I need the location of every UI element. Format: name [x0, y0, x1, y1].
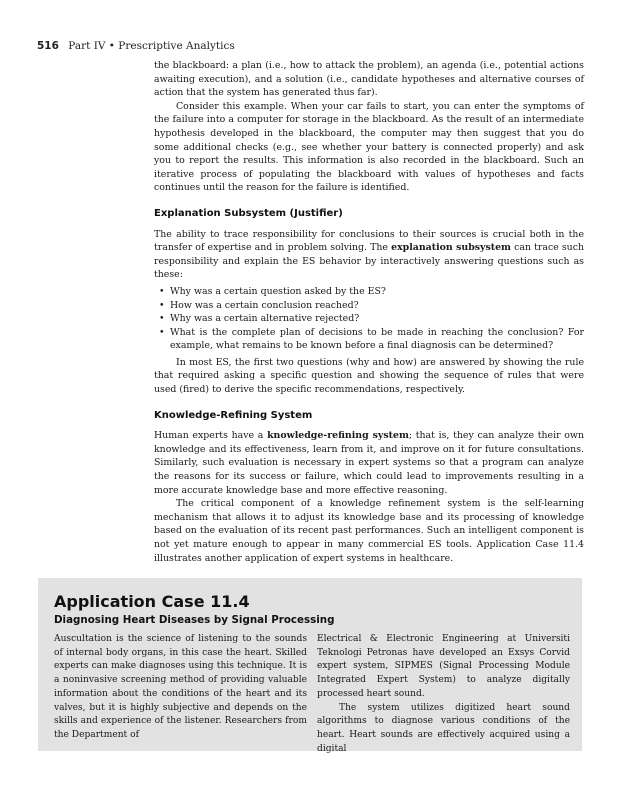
case-left-column — [54, 633, 307, 743]
text-run: ; that is, they can analyze their own knowledge and its effectiveness, learn from it, and improve on it for future consultations. Similarly, such evaluation is necessary in expert systems so that a program can analyze the reasons for its success or failure, which could lead to improvements resulting in a more accurate knowledge base and more effective reasoning. — [154, 430, 584, 496]
list-item: • How was a certain conclusion reached? — [170, 299, 584, 313]
page-number: 516 — [37, 40, 59, 52]
case-subtitle: Diagnosing Heart Diseases by Signal Processing — [54, 614, 335, 626]
list-item: • Why was a certain question asked by the ES? — [170, 285, 584, 299]
text-run: can trace such responsibility and explain the ES behavior by interactively answering questions such as these: — [154, 242, 585, 281]
main-text — [154, 59, 584, 565]
list-item: • What is the complete plan of decisions to be made in reaching the conclusion? For example, what remains to be known before a final diagnosis can be determined? — [170, 326, 584, 353]
application-case-box — [38, 578, 582, 754]
bold-term: knowledge-refining system — [267, 430, 409, 442]
case-right-column — [317, 633, 570, 756]
bold-term: explanation subsystem — [391, 242, 511, 254]
text-run: Human experts have a — [154, 430, 268, 442]
paragraph: The critical component of a knowledge refinement system is the self-learning mechanism that allows it to adjust its knowledge base and its processing of knowledge based on the evaluation of its recent past performances. Such an intelligent component is not yet mature enough to appear in many commercial ES tools. Application Case 11.4 illustrates another application of expert systems in healthcare. — [154, 498, 584, 564]
paragraph — [154, 228, 584, 282]
paragraph: Consider this example. When your car fails to start, you can enter the symptoms of the failure into a computer for storage in the blackboard. As the result of an intermediate hypothesis developed in the blackboard, the computer may then suggest that you do some additional checks (e.g., see whether your battery is connected properly) and ask you to report the results. This information is also recorded in the blackboard. Such an iterative process of populating the blackboard with values of hypotheses and facts continues until the reason for the failure is identified. — [154, 100, 584, 194]
running-header — [37, 40, 235, 52]
text-run: The ability to trace responsibility for conclusions to their sources is crucial both in the transfer of expertise and in problem solving. The — [154, 228, 584, 254]
paragraph: the blackboard: a plan (i.e., how to attack the problem), an agenda (i.e., potential actions awaiting execution), and a solution (i.e., candidate hypotheses and alternative courses of action that the system has generated thus far). — [154, 60, 584, 99]
paragraph: Auscultation is the science of listening to the sounds of internal body organs, in this case the heart. Skilled experts can make diagnoses using this technique. It is a noninvasive screening method of providing valuable information about the conditions of the heart and its valves, but it is highly subjective and depends on the skills and experience of the listener. Researchers from the Department of — [54, 634, 307, 740]
running-title: Part IV • Prescriptive Analytics — [68, 40, 235, 52]
question-list — [154, 285, 584, 353]
case-title: Application Case 11.4 — [54, 592, 250, 611]
section-heading-knowledge: Knowledge-Refining System — [154, 409, 313, 421]
paragraph: The system utilizes digitized heart sound algorithms to diagnose various conditions of the heart. Heart sounds are effectively acquired using a digital — [317, 702, 570, 754]
section-heading-explanation: Explanation Subsystem (Justifier) — [154, 207, 343, 219]
list-item: • Why was a certain alternative rejected? — [170, 312, 584, 326]
paragraph: Electrical & Electronic Engineering at Universiti Teknologi Petronas have developed an Exsys Corvid expert system, SIPMES (Signal Processing Module Integrated Expert System) to analyze digitally processed heart sound. — [317, 634, 570, 699]
paragraph — [154, 429, 584, 497]
paragraph: In most ES, the first two questions (why and how) are answered by showing the rule that required asking a specific question and showing the sequence of rules that were used (fired) to derive the specific recommendations, respectively. — [154, 356, 584, 396]
